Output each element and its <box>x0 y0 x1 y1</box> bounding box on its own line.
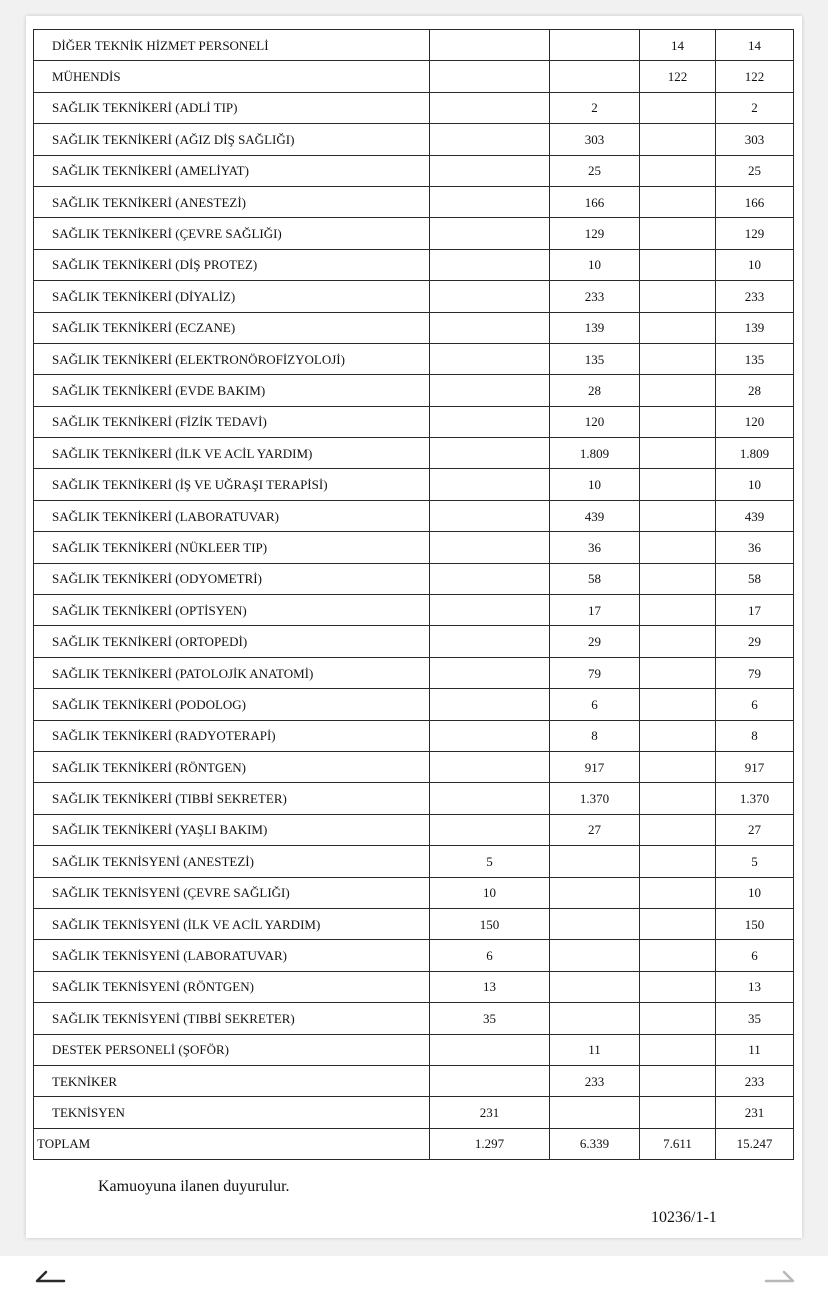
position-name: SAĞLIK TEKNİKERİ (ANESTEZİ) <box>34 186 430 217</box>
count-cell-c1 <box>430 595 550 626</box>
count-cell-c1 <box>430 469 550 500</box>
count-cell-c3 <box>640 218 716 249</box>
row-total-cell: 36 <box>716 532 794 563</box>
position-name: SAĞLIK TEKNİSYENİ (ANESTEZİ) <box>34 846 430 877</box>
count-cell-c3 <box>640 1097 716 1128</box>
count-cell-c2: 36 <box>550 532 640 563</box>
row-total-cell: 150 <box>716 908 794 939</box>
count-cell-c3 <box>640 155 716 186</box>
table-row <box>34 1003 794 1034</box>
row-total-cell: 58 <box>716 563 794 594</box>
table-row <box>34 720 794 751</box>
closing-text: Kamuoyuna ilanen duyurulur. <box>98 1178 290 1195</box>
count-cell-c3 <box>640 281 716 312</box>
count-cell-c3 <box>640 563 716 594</box>
count-cell-c2: 28 <box>550 375 640 406</box>
count-cell-c2 <box>550 30 640 61</box>
count-cell-c3 <box>640 1034 716 1065</box>
position-name: SAĞLIK TEKNİKERİ (AĞIZ DİŞ SAĞLIĞI) <box>34 124 430 155</box>
back-arrow-icon[interactable] <box>34 1270 66 1288</box>
count-cell-c3 <box>640 406 716 437</box>
count-cell-c2 <box>550 846 640 877</box>
position-name: SAĞLIK TEKNİKERİ (DİŞ PROTEZ) <box>34 249 430 280</box>
count-cell-c3 <box>640 186 716 217</box>
count-cell-c2: 917 <box>550 751 640 782</box>
position-name: SAĞLIK TEKNİSYENİ (RÖNTGEN) <box>34 971 430 1002</box>
count-cell-c1 <box>430 343 550 374</box>
position-name: SAĞLIK TEKNİSYENİ (ÇEVRE SAĞLIĞI) <box>34 877 430 908</box>
count-cell-c3 <box>640 751 716 782</box>
count-cell-c2: 135 <box>550 343 640 374</box>
grand-total-cell: 15.247 <box>716 1128 794 1159</box>
count-cell-c1 <box>430 563 550 594</box>
table-row <box>34 375 794 406</box>
position-name: TEKNİSYEN <box>34 1097 430 1128</box>
count-cell-c1 <box>430 532 550 563</box>
count-cell-c3 <box>640 92 716 123</box>
row-total-cell: 439 <box>716 500 794 531</box>
row-total-cell: 35 <box>716 1003 794 1034</box>
count-cell-c2 <box>550 877 640 908</box>
count-cell-c1 <box>430 312 550 343</box>
position-name: SAĞLIK TEKNİKERİ (PODOLOG) <box>34 689 430 720</box>
table-row <box>34 92 794 123</box>
count-cell-c1: 13 <box>430 971 550 1002</box>
count-cell-c1 <box>430 249 550 280</box>
count-cell-c2: 10 <box>550 249 640 280</box>
position-name: SAĞLIK TEKNİKERİ (DİYALİZ) <box>34 281 430 312</box>
row-total-cell: 1.809 <box>716 438 794 469</box>
count-cell-c1 <box>430 1034 550 1065</box>
table-row <box>34 532 794 563</box>
count-cell-c2: 129 <box>550 218 640 249</box>
count-cell-c3 <box>640 846 716 877</box>
bottom-navigation <box>0 1256 828 1296</box>
position-name: SAĞLIK TEKNİSYENİ (LABORATUVAR) <box>34 940 430 971</box>
position-name: SAĞLIK TEKNİKERİ (LABORATUVAR) <box>34 500 430 531</box>
row-total-cell: 122 <box>716 61 794 92</box>
count-cell-c2: 2 <box>550 92 640 123</box>
position-name: SAĞLIK TEKNİKERİ (İŞ VE UĞRAŞI TERAPİSİ) <box>34 469 430 500</box>
table-row <box>34 689 794 720</box>
count-cell-c2: 17 <box>550 595 640 626</box>
row-total-cell: 79 <box>716 657 794 688</box>
row-total-cell: 14 <box>716 30 794 61</box>
table-row <box>34 406 794 437</box>
table-row <box>34 124 794 155</box>
count-cell-c3 <box>640 312 716 343</box>
row-total-cell: 8 <box>716 720 794 751</box>
count-cell-c1 <box>430 689 550 720</box>
position-name: SAĞLIK TEKNİKERİ (TIBBİ SEKRETER) <box>34 783 430 814</box>
count-cell-c1: 6 <box>430 940 550 971</box>
table-row <box>34 1065 794 1096</box>
count-cell-c2 <box>550 940 640 971</box>
table-row <box>34 1034 794 1065</box>
count-cell-c1 <box>430 155 550 186</box>
position-name: SAĞLIK TEKNİKERİ (RADYOTERAPİ) <box>34 720 430 751</box>
row-total-cell: 166 <box>716 186 794 217</box>
position-name: SAĞLIK TEKNİKERİ (İLK VE ACİL YARDIM) <box>34 438 430 469</box>
count-cell-c2: 166 <box>550 186 640 217</box>
count-cell-c2: 27 <box>550 814 640 845</box>
table-row <box>34 469 794 500</box>
count-cell-c2: 29 <box>550 626 640 657</box>
count-cell-c1 <box>430 406 550 437</box>
position-name: SAĞLIK TEKNİKERİ (PATOLOJİK ANATOMİ) <box>34 657 430 688</box>
count-cell-c2: 233 <box>550 1065 640 1096</box>
table-row <box>34 563 794 594</box>
table-row <box>34 595 794 626</box>
position-name: SAĞLIK TEKNİKERİ (RÖNTGEN) <box>34 751 430 782</box>
row-total-cell: 233 <box>716 281 794 312</box>
count-cell-c3 <box>640 249 716 280</box>
table-row <box>34 249 794 280</box>
count-cell-c3 <box>640 971 716 1002</box>
count-cell-c1 <box>430 814 550 845</box>
count-cell-c1 <box>430 30 550 61</box>
personnel-table <box>33 29 794 1160</box>
count-cell-c2 <box>550 971 640 1002</box>
count-cell-c3 <box>640 1003 716 1034</box>
table-row <box>34 657 794 688</box>
count-cell-c2: 139 <box>550 312 640 343</box>
count-cell-c3 <box>640 657 716 688</box>
table-row <box>34 940 794 971</box>
position-name: SAĞLIK TEKNİKERİ (NÜKLEER TIP) <box>34 532 430 563</box>
row-total-cell: 303 <box>716 124 794 155</box>
table-row <box>34 814 794 845</box>
table-row <box>34 908 794 939</box>
row-total-cell: 17 <box>716 595 794 626</box>
row-total-cell: 27 <box>716 814 794 845</box>
count-cell-c1 <box>430 626 550 657</box>
position-name: MÜHENDİS <box>34 61 430 92</box>
position-name: SAĞLIK TEKNİKERİ (EVDE BAKIM) <box>34 375 430 406</box>
row-total-cell: 917 <box>716 751 794 782</box>
count-cell-c1 <box>430 657 550 688</box>
row-total-cell: 139 <box>716 312 794 343</box>
row-total-cell: 233 <box>716 1065 794 1096</box>
table-row <box>34 751 794 782</box>
table-row <box>34 1097 794 1128</box>
count-cell-c2 <box>550 1097 640 1128</box>
count-cell-c1: 10 <box>430 877 550 908</box>
table-row <box>34 500 794 531</box>
table-row <box>34 30 794 61</box>
table-body <box>34 30 794 1160</box>
count-cell-c3 <box>640 814 716 845</box>
row-total-cell: 10 <box>716 469 794 500</box>
table-row <box>34 626 794 657</box>
count-cell-c3 <box>640 689 716 720</box>
count-cell-c1 <box>430 375 550 406</box>
position-name: SAĞLIK TEKNİKERİ (ODYOMETRİ) <box>34 563 430 594</box>
count-cell-c1 <box>430 92 550 123</box>
count-cell-c1: 231 <box>430 1097 550 1128</box>
count-cell-c1 <box>430 720 550 751</box>
count-cell-c2: 11 <box>550 1034 640 1065</box>
count-cell-c1 <box>430 61 550 92</box>
total-cell-c3: 7.611 <box>640 1128 716 1159</box>
position-name: SAĞLIK TEKNİSYENİ (TIBBİ SEKRETER) <box>34 1003 430 1034</box>
count-cell-c1: 35 <box>430 1003 550 1034</box>
count-cell-c2: 8 <box>550 720 640 751</box>
count-cell-c2: 1.370 <box>550 783 640 814</box>
position-name: SAĞLIK TEKNİSYENİ (İLK VE ACİL YARDIM) <box>34 908 430 939</box>
position-name: SAĞLIK TEKNİKERİ (FİZİK TEDAVİ) <box>34 406 430 437</box>
count-cell-c3 <box>640 595 716 626</box>
document-page <box>26 16 802 1238</box>
row-total-cell: 13 <box>716 971 794 1002</box>
count-cell-c3 <box>640 343 716 374</box>
row-total-cell: 10 <box>716 877 794 908</box>
row-total-cell: 2 <box>716 92 794 123</box>
row-total-cell: 231 <box>716 1097 794 1128</box>
count-cell-c3 <box>640 626 716 657</box>
row-total-cell: 5 <box>716 846 794 877</box>
table-row <box>34 312 794 343</box>
row-total-cell: 120 <box>716 406 794 437</box>
table-row <box>34 971 794 1002</box>
row-total-cell: 28 <box>716 375 794 406</box>
count-cell-c3 <box>640 720 716 751</box>
count-cell-c2 <box>550 61 640 92</box>
row-total-cell: 11 <box>716 1034 794 1065</box>
position-name: SAĞLIK TEKNİKERİ (YAŞLI BAKIM) <box>34 814 430 845</box>
position-name: SAĞLIK TEKNİKERİ (ÇEVRE SAĞLIĞI) <box>34 218 430 249</box>
row-total-cell: 129 <box>716 218 794 249</box>
count-cell-c3 <box>640 877 716 908</box>
position-name: SAĞLIK TEKNİKERİ (ADLİ TIP) <box>34 92 430 123</box>
position-name: SAĞLIK TEKNİKERİ (ELEKTRONÖROFİZYOLOJİ) <box>34 343 430 374</box>
count-cell-c1: 150 <box>430 908 550 939</box>
row-total-cell: 29 <box>716 626 794 657</box>
count-cell-c2 <box>550 908 640 939</box>
total-cell-c2: 6.339 <box>550 1128 640 1159</box>
count-cell-c2 <box>550 1003 640 1034</box>
count-cell-c1 <box>430 186 550 217</box>
position-name: TEKNİKER <box>34 1065 430 1096</box>
count-cell-c3: 122 <box>640 61 716 92</box>
count-cell-c1 <box>430 218 550 249</box>
count-cell-c1 <box>430 281 550 312</box>
position-name: SAĞLIK TEKNİKERİ (AMELİYAT) <box>34 155 430 186</box>
count-cell-c2: 79 <box>550 657 640 688</box>
count-cell-c3 <box>640 438 716 469</box>
table-row <box>34 877 794 908</box>
count-cell-c3 <box>640 124 716 155</box>
count-cell-c3: 14 <box>640 30 716 61</box>
row-total-cell: 10 <box>716 249 794 280</box>
count-cell-c3 <box>640 500 716 531</box>
table-row <box>34 186 794 217</box>
count-cell-c3 <box>640 783 716 814</box>
count-cell-c1 <box>430 124 550 155</box>
row-total-cell: 135 <box>716 343 794 374</box>
row-total-cell: 1.370 <box>716 783 794 814</box>
count-cell-c2: 233 <box>550 281 640 312</box>
total-cell-c1: 1.297 <box>430 1128 550 1159</box>
document-number: 10236/1-1 <box>651 1209 717 1226</box>
position-name: SAĞLIK TEKNİKERİ (ECZANE) <box>34 312 430 343</box>
position-name: SAĞLIK TEKNİKERİ (OPTİSYEN) <box>34 595 430 626</box>
count-cell-c2: 6 <box>550 689 640 720</box>
count-cell-c3 <box>640 375 716 406</box>
count-cell-c3 <box>640 469 716 500</box>
table-row <box>34 155 794 186</box>
count-cell-c2: 439 <box>550 500 640 531</box>
count-cell-c2: 10 <box>550 469 640 500</box>
count-cell-c2: 58 <box>550 563 640 594</box>
count-cell-c2: 303 <box>550 124 640 155</box>
count-cell-c3 <box>640 908 716 939</box>
position-name: DESTEK PERSONELİ (ŞOFÖR) <box>34 1034 430 1065</box>
row-total-cell: 6 <box>716 940 794 971</box>
row-total-cell: 6 <box>716 689 794 720</box>
count-cell-c1: 5 <box>430 846 550 877</box>
table-row <box>34 846 794 877</box>
forward-arrow-icon[interactable] <box>764 1270 796 1288</box>
row-total-cell: 25 <box>716 155 794 186</box>
count-cell-c3 <box>640 532 716 563</box>
totals-row <box>34 1128 794 1159</box>
position-name: SAĞLIK TEKNİKERİ (ORTOPEDİ) <box>34 626 430 657</box>
count-cell-c3 <box>640 940 716 971</box>
totals-label: TOPLAM <box>34 1128 430 1159</box>
table-row <box>34 343 794 374</box>
count-cell-c1 <box>430 438 550 469</box>
count-cell-c3 <box>640 1065 716 1096</box>
count-cell-c2: 120 <box>550 406 640 437</box>
table-row <box>34 438 794 469</box>
table-row <box>34 61 794 92</box>
count-cell-c1 <box>430 783 550 814</box>
count-cell-c1 <box>430 751 550 782</box>
position-name: DİĞER TEKNİK HİZMET PERSONELİ <box>34 30 430 61</box>
table-row <box>34 281 794 312</box>
count-cell-c2: 1.809 <box>550 438 640 469</box>
count-cell-c1 <box>430 1065 550 1096</box>
count-cell-c1 <box>430 500 550 531</box>
table-row <box>34 783 794 814</box>
table-row <box>34 218 794 249</box>
count-cell-c2: 25 <box>550 155 640 186</box>
